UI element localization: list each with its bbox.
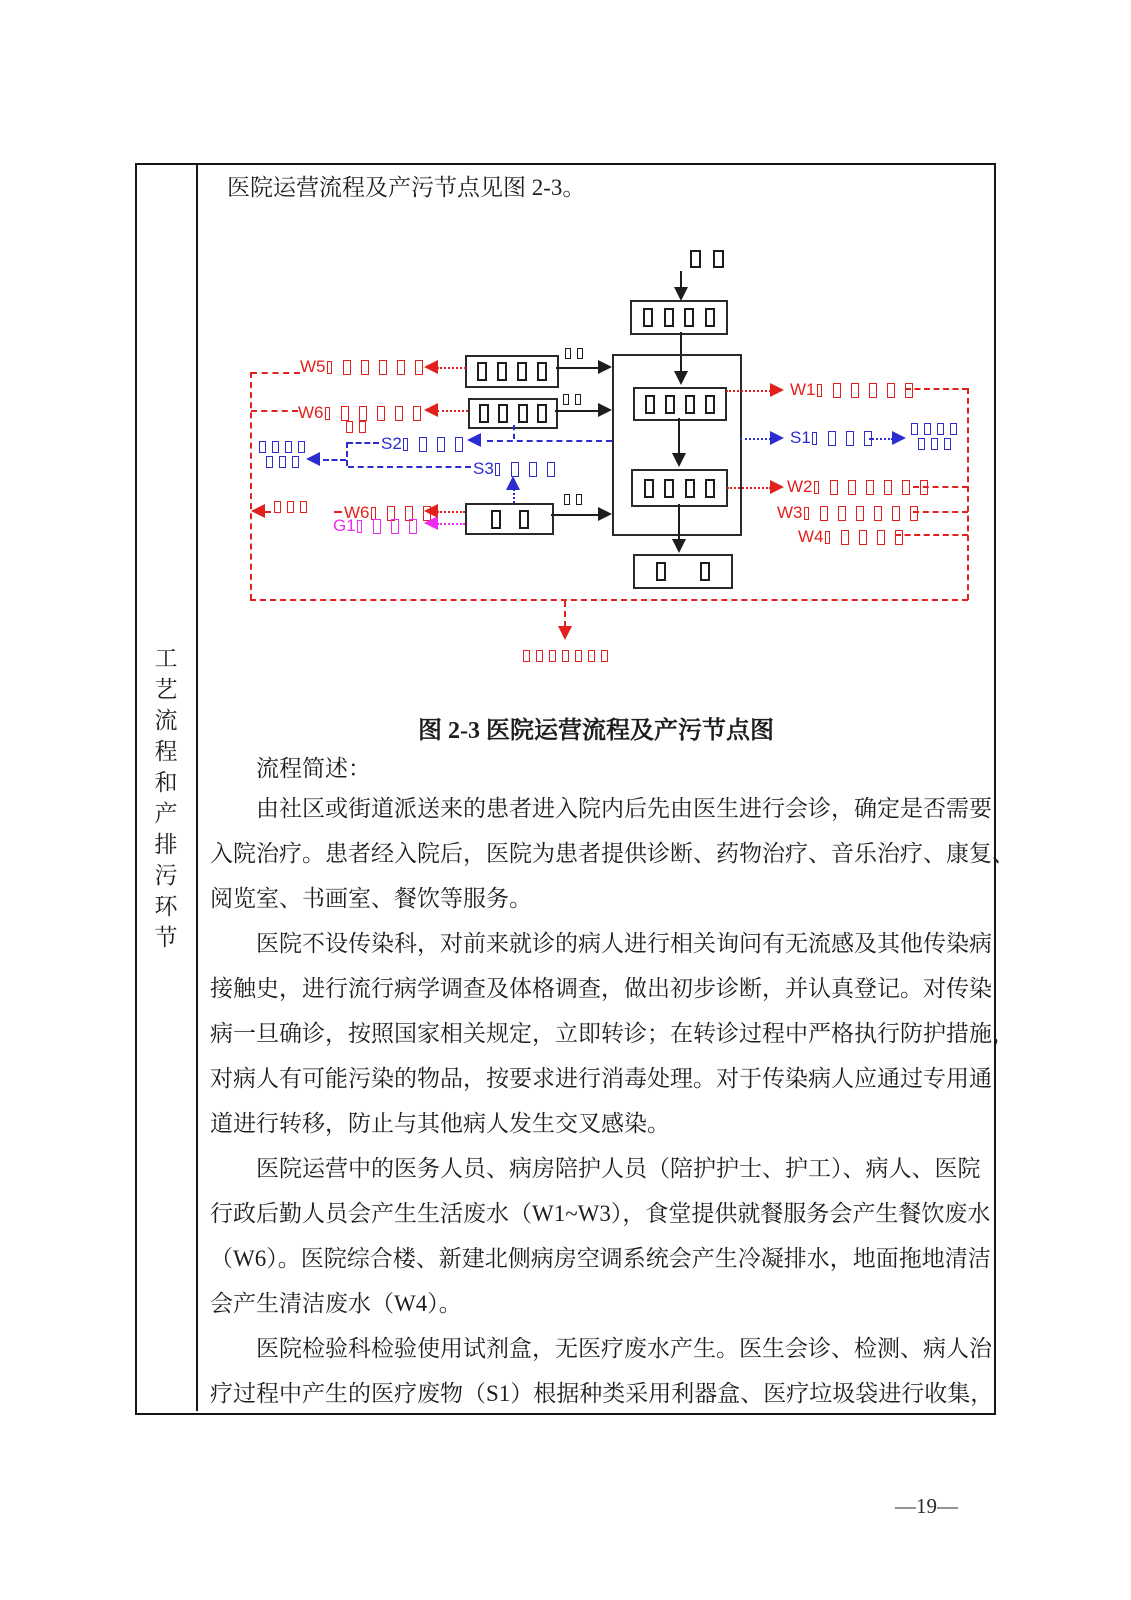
w6-tofu-run (324, 406, 426, 421)
right-sink-row2 (915, 438, 954, 450)
w2-label (787, 477, 933, 497)
right-sink-block (908, 423, 960, 450)
intro-sentence: 医院运营流程及产污节点见图 2-3。 (227, 175, 586, 200)
body-line: 医院运营中的医务人员、病房陪护人员（陪护护士、护工）、病人、医院 (256, 1156, 981, 1181)
feed-box-3 (465, 503, 554, 535)
body-line: 行政后勤人员会产生生活废水（W1~W3），食堂提供就餐服务会产生餐饮废水 (210, 1201, 991, 1226)
tofu-glyph (564, 494, 570, 505)
flow-line (678, 504, 680, 540)
tofu-glyph (713, 250, 724, 268)
tofu-glyph (419, 437, 427, 452)
tofu-glyph (848, 480, 856, 495)
tofu-glyph (804, 507, 809, 520)
tofu-glyph (859, 530, 867, 545)
tofu-glyph (409, 519, 417, 534)
tofu-glyph (341, 406, 349, 421)
s2-riser (513, 425, 515, 439)
tofu-glyph (820, 506, 828, 521)
tofu-glyph (511, 462, 519, 477)
sink-feed-line (323, 459, 346, 461)
tofu-glyph (259, 441, 266, 453)
w5-label (300, 357, 428, 377)
row-header-char: 流 (154, 708, 178, 733)
tofu-glyph (931, 438, 938, 450)
arrowhead-left (467, 433, 481, 447)
w1-label (790, 380, 918, 400)
tofu-glyph (563, 394, 569, 405)
arrowhead-left (251, 504, 265, 518)
tofu-glyph (272, 441, 279, 453)
body-line: 病一旦确诊，按照国家相关规定，立即转诊；在转诊过程中严格执行防护措施， (210, 1021, 1015, 1046)
inner-bottom-box (631, 469, 728, 507)
tofu-glyph (685, 395, 695, 414)
connector-label-1 (562, 348, 586, 359)
inner-top-box (633, 387, 727, 421)
s1-dotted-line (740, 438, 771, 440)
body-line: 道进行转移，防止与其他病人发生交叉感染。 (210, 1111, 670, 1136)
tofu-glyph (519, 510, 529, 529)
tofu-glyph (684, 308, 694, 327)
tofu-glyph (343, 360, 351, 375)
discharge-box (633, 554, 733, 589)
tofu-glyph (902, 480, 910, 495)
w6b-stub-dash (334, 511, 342, 513)
tofu-glyph (841, 530, 849, 545)
s2-dashed-left (347, 442, 379, 444)
tofu-glyph (498, 404, 508, 423)
tofu-glyph (361, 360, 369, 375)
tofu-glyph (664, 308, 674, 327)
admission-box (630, 300, 728, 335)
tofu-glyph (869, 383, 877, 398)
w1-tofu-run (816, 383, 918, 398)
tofu-glyph (300, 501, 307, 513)
body-line: 医院检验科检验使用试剂盒，无医疗废水产生。医生会诊、检测、病人治 (256, 1336, 992, 1361)
tofu-glyph (665, 395, 675, 414)
g1-tofu-run (356, 519, 422, 534)
tofu-glyph (830, 480, 838, 495)
w6-second-line-tofu (343, 421, 369, 433)
tofu-glyph (812, 432, 817, 445)
tofu-glyph (455, 437, 463, 452)
tofu-glyph (700, 562, 710, 581)
tofu-glyph (705, 479, 715, 498)
tofu-glyph (377, 406, 385, 421)
tofu-glyph (285, 441, 292, 453)
arrowhead-left (306, 452, 320, 466)
tofu-glyph (664, 479, 674, 498)
row-header-char: 产 (154, 801, 178, 826)
g1-dotted-line (437, 523, 465, 525)
w5-code: W5 (300, 357, 326, 376)
tofu-glyph (575, 650, 582, 662)
tofu-glyph (877, 530, 885, 545)
w6-dashed-link (251, 410, 298, 412)
w4-label (798, 527, 908, 547)
tofu-glyph (391, 519, 399, 534)
body-line: 入院治疗。患者经入院后，医院为患者提供诊断、药物治疗、音乐治疗、康复、 (210, 841, 1015, 866)
w3-tofu-run (803, 506, 923, 521)
row-header-char: 工 (154, 646, 178, 671)
tofu-glyph (645, 395, 655, 414)
tofu-glyph (846, 431, 854, 446)
page-number: —19— (895, 1494, 958, 1518)
tofu-glyph (517, 362, 527, 381)
body-line: 由社区或街道派送来的患者进入院内后先由医生进行会诊，确定是否需要 (256, 796, 992, 821)
tofu-glyph (549, 650, 556, 662)
body-line: 医院不设传染科，对前来就诊的病人进行相关询问有无流感及其他传染病 (256, 931, 992, 956)
tofu-glyph (577, 348, 583, 359)
tofu-glyph (491, 510, 501, 529)
tofu-glyph (325, 407, 330, 420)
connector-label-3 (561, 494, 585, 505)
row-header-char: 污 (154, 863, 178, 888)
tofu-glyph (523, 650, 530, 662)
body-line: 阅览室、书画室、餐饮等服务。 (210, 886, 532, 911)
w4-tofu-run (824, 530, 908, 545)
row-header-char: 环 (154, 894, 178, 919)
w6-dotted-line (437, 410, 468, 412)
w6-label (298, 403, 426, 423)
body-line: 对病人有可能污染的物品，按要求进行消毒处理。对于传染病人应通过专用通 (210, 1066, 992, 1091)
tofu-glyph (562, 650, 569, 662)
body-line: 流程简述： (256, 756, 371, 781)
tofu-glyph (518, 404, 528, 423)
tofu-glyph (833, 383, 841, 398)
tofu-glyph (892, 506, 900, 521)
flow-line (551, 514, 599, 516)
w4-code: W4 (798, 527, 824, 546)
s2-s3-corner (346, 442, 348, 466)
tofu-glyph (690, 250, 701, 268)
left-sink-row1 (256, 441, 308, 453)
tofu-glyph (415, 360, 423, 375)
row-header-char: 节 (154, 925, 178, 950)
tofu-glyph (705, 395, 715, 414)
arrowhead-right (770, 480, 784, 494)
tofu-glyph (346, 421, 353, 433)
w5-tofu-run (326, 360, 428, 375)
tofu-glyph (359, 421, 366, 433)
tofu-glyph (924, 423, 931, 435)
body-text (210, 752, 1015, 1416)
arrowhead-right (770, 431, 784, 445)
w1-code: W1 (790, 380, 816, 399)
s3-code: S3 (473, 459, 494, 478)
tofu-glyph (910, 506, 918, 521)
tofu-glyph (497, 362, 507, 381)
tofu-glyph (838, 506, 846, 521)
left-sink-block (256, 441, 308, 468)
s1-tofu-run (811, 431, 877, 446)
row-header-char: 排 (154, 832, 178, 857)
tofu-glyph (705, 308, 715, 327)
tofu-glyph (537, 404, 547, 423)
tofu-glyph (292, 456, 299, 468)
arrowhead-right (892, 431, 906, 445)
bottom-dashed-collector (250, 599, 968, 601)
w2-code: W2 (787, 477, 813, 496)
tofu-glyph (814, 481, 819, 494)
tofu-glyph (851, 383, 859, 398)
tofu-glyph (565, 348, 571, 359)
w3-dashed-link (913, 511, 968, 513)
w2-dashed-link (913, 486, 968, 488)
body-line: 会产生清洁废水（W4）。 (210, 1291, 462, 1316)
w3-code: W3 (777, 503, 803, 522)
arrowhead-right (598, 507, 612, 521)
s2-code: S2 (381, 434, 402, 453)
arrowhead-down (674, 287, 688, 301)
w5-dotted-line (437, 367, 466, 369)
feed-box-1 (465, 355, 559, 388)
s1-label (790, 428, 877, 448)
arrowhead-right (598, 360, 612, 374)
tofu-glyph (413, 406, 421, 421)
arrowhead-up (506, 476, 520, 490)
tofu-glyph (918, 438, 925, 450)
tofu-glyph (887, 383, 895, 398)
w3-label (777, 503, 923, 523)
left-dashed-riser (250, 372, 252, 600)
tofu-glyph (536, 650, 543, 662)
arrowhead-right (770, 383, 784, 397)
arrowhead-down (672, 453, 686, 467)
tofu-glyph (656, 562, 666, 581)
g1-code: G1 (333, 516, 356, 535)
tofu-glyph (479, 404, 489, 423)
w6b-dotted-line (437, 511, 465, 513)
hospital-main-box (612, 354, 742, 536)
s3-dashed-line (348, 466, 471, 468)
left-sink-row2 (263, 456, 302, 468)
w1-dashed-link (905, 388, 968, 390)
s2-label (381, 434, 468, 454)
tofu-glyph (950, 423, 957, 435)
row-header-char: 艺 (154, 677, 178, 702)
tofu-glyph (373, 519, 381, 534)
connector-label-2 (560, 394, 584, 405)
tofu-glyph (884, 480, 892, 495)
w5-dashed-link (251, 372, 300, 374)
bottom-outfall-tofu (520, 650, 611, 662)
tofu-glyph (547, 462, 555, 477)
arrowhead-left (424, 516, 438, 530)
tofu-glyph (477, 362, 487, 381)
body-line: （W6）。医院综合楼、新建北侧病房空调系统会产生冷凝排水，地面拖地清洁 (210, 1246, 991, 1271)
tofu-glyph (817, 384, 822, 397)
tofu-glyph (395, 406, 403, 421)
tofu-glyph (911, 423, 918, 435)
tofu-glyph (905, 383, 913, 398)
tofu-glyph (403, 438, 408, 451)
left-outfall-tofu (271, 501, 310, 513)
flow-line (680, 271, 682, 288)
tofu-glyph (874, 506, 882, 521)
tofu-glyph (437, 437, 445, 452)
s2-dashed-line (487, 440, 612, 442)
flow-line (555, 410, 599, 412)
tofu-glyph (866, 480, 874, 495)
tofu-glyph (266, 456, 273, 468)
tofu-glyph (379, 360, 387, 375)
tofu-glyph (537, 362, 547, 381)
tofu-glyph (601, 650, 608, 662)
s3-up-line (513, 489, 515, 503)
tofu-glyph (944, 438, 951, 450)
body-line: 接触史，进行流行病学调查及体格调查，做出初步诊断，并认真登记。对传染 (210, 976, 992, 1001)
tofu-glyph (685, 479, 695, 498)
tofu-glyph (576, 494, 582, 505)
tofu-glyph (359, 406, 367, 421)
tofu-glyph (287, 501, 294, 513)
tofu-glyph (588, 650, 595, 662)
tofu-glyph (274, 501, 281, 513)
w4-dashed-link (895, 534, 968, 536)
row-header-char: 和 (154, 770, 178, 795)
s2-tofu-run (402, 437, 468, 452)
w2-dotted-line (727, 487, 771, 489)
tofu-glyph (279, 456, 286, 468)
outfall-drop-line (564, 601, 566, 627)
s3-tofu-run (494, 462, 560, 477)
arrowhead-down (672, 539, 686, 553)
right-sink-row1 (908, 423, 960, 435)
arrowhead-left (424, 403, 438, 417)
w6-code: W6 (298, 403, 324, 422)
g1-label (333, 516, 422, 536)
flow-line (556, 367, 599, 369)
tofu-glyph (575, 394, 581, 405)
tofu-glyph (529, 462, 537, 477)
patient-label-tofu (684, 250, 730, 268)
figure-caption: 图 2-3 医院运营流程及产污节点图 (418, 718, 774, 744)
tofu-glyph (895, 530, 903, 545)
body-line: 疗过程中产生的医疗废物（S1）根据种类采用利器盒、医疗垃圾袋进行收集， (210, 1381, 994, 1406)
tofu-glyph (825, 531, 830, 544)
tofu-glyph (327, 361, 332, 374)
s1-code: S1 (790, 428, 811, 447)
w6b-code: W6 (344, 503, 370, 522)
tofu-glyph (643, 308, 653, 327)
tofu-glyph (495, 463, 500, 476)
outfall-stub-dash (264, 511, 271, 513)
arrowhead-down (558, 626, 572, 640)
flow-line (678, 418, 680, 455)
tofu-glyph (397, 360, 405, 375)
tofu-glyph (298, 441, 305, 453)
tofu-glyph (644, 479, 654, 498)
tofu-glyph (937, 423, 944, 435)
s1-dotted-line-2 (869, 438, 893, 440)
tofu-glyph (856, 506, 864, 521)
right-dashed-riser (967, 388, 969, 600)
w1-dotted-line (726, 390, 771, 392)
row-header-char: 程 (154, 739, 178, 764)
tofu-glyph (828, 431, 836, 446)
tofu-glyph (357, 520, 362, 533)
arrowhead-right (598, 403, 612, 417)
